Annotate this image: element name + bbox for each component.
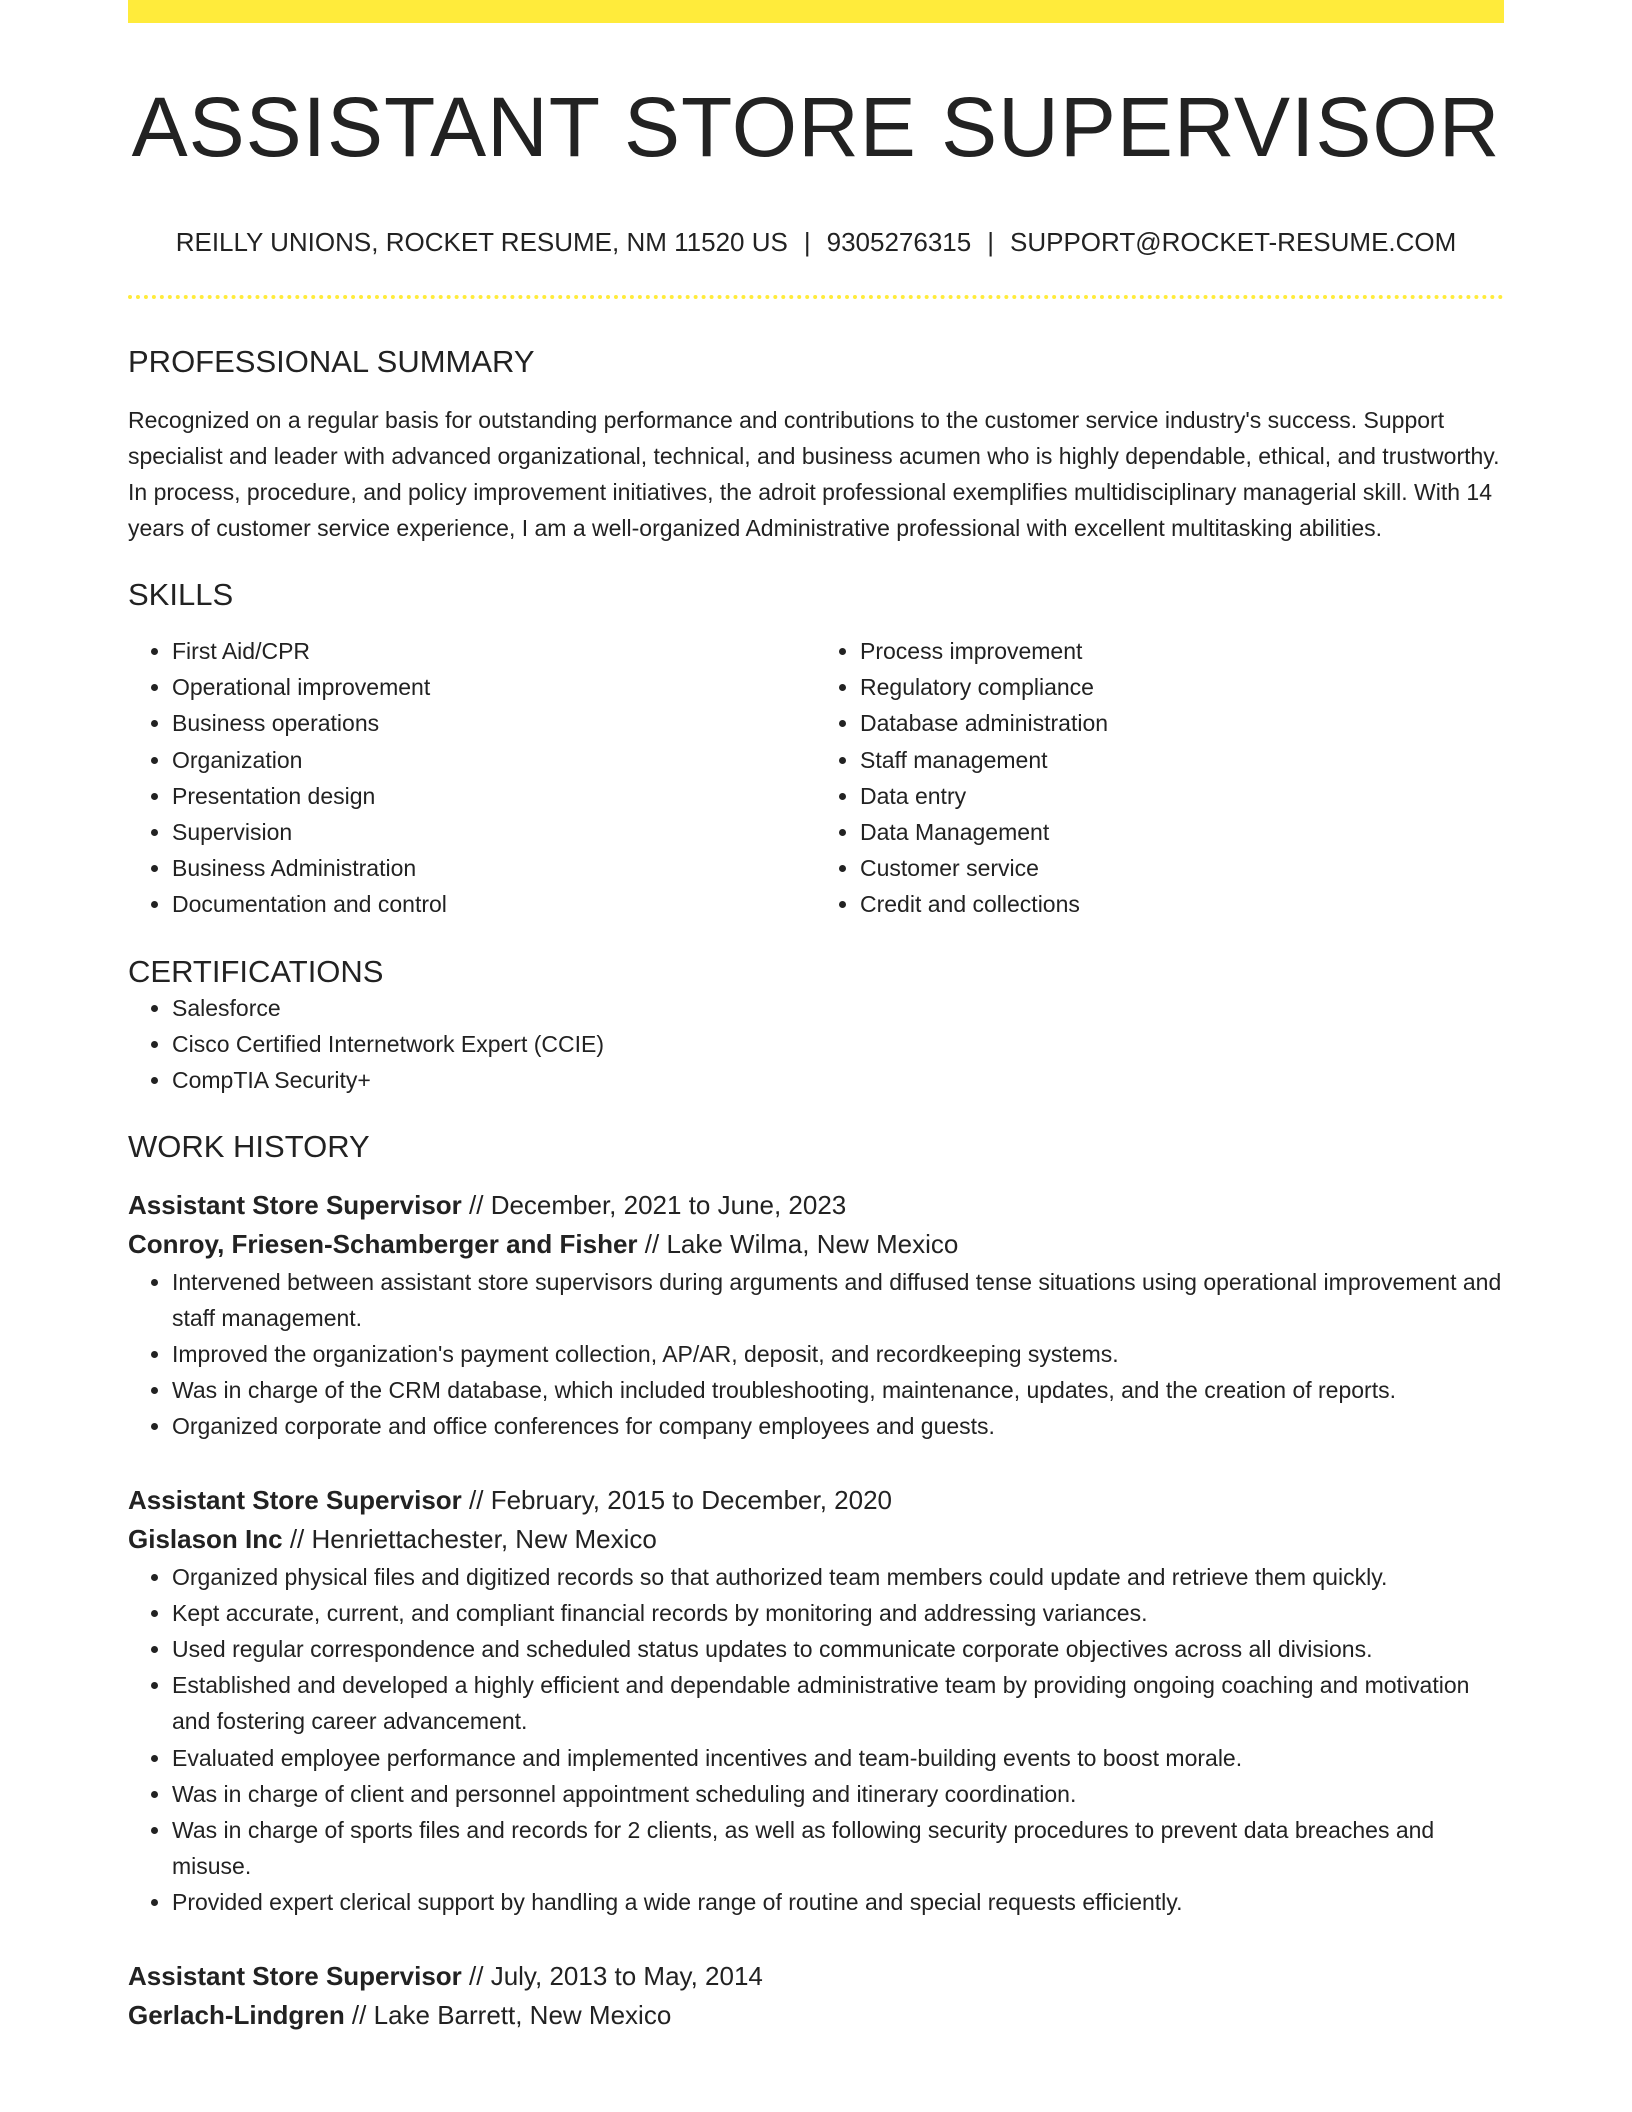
job-delimiter: // (461, 1484, 491, 1515)
skill-item: • Staff management (860, 742, 1504, 778)
job-company: Gislason Inc (128, 1523, 283, 1554)
job-location: Lake Barrett, New Mexico (373, 1999, 672, 2030)
job-delimiter: // (461, 1189, 491, 1220)
job-company-line (128, 1996, 1504, 2035)
skill-item: • Operational improvement (172, 669, 816, 705)
skill-item: • Data Management (860, 814, 1504, 850)
skill-item: • Supervision (172, 814, 816, 850)
job-duty: • Was in charge of sports files and records for 2 clients, as well as following security procedures to prevent data breaches and misuse. (172, 1812, 1504, 1884)
dotted-divider (128, 295, 1504, 299)
job-company: Conroy, Friesen-Schamberger and Fisher (128, 1228, 638, 1259)
skill-item: • Credit and collections (860, 886, 1504, 922)
certification-item: • CompTIA Security+ (172, 1062, 1504, 1098)
job-role: Assistant Store Supervisor (128, 1960, 462, 1991)
job-company-line (128, 1520, 1504, 1559)
job-title-line (128, 1957, 1504, 1996)
contact-phone: 9305276315 (826, 227, 972, 258)
skill-item: • Database administration (860, 705, 1504, 741)
job-duty: • Evaluated employee performance and implemented incentives and team-building events to boost morale. (172, 1740, 1504, 1776)
job-title-line (128, 1186, 1504, 1225)
skill-item: • Business operations (172, 705, 816, 741)
job-company: Gerlach-Lindgren (128, 1999, 345, 2030)
job-role: Assistant Store Supervisor (128, 1484, 462, 1515)
skill-item: • Business Administration (172, 850, 816, 886)
skills-list-left (128, 633, 816, 923)
resume-title: ASSISTANT STORE SUPERVISOR (131, 80, 1501, 174)
certification-item: • Cisco Certified Internetwork Expert (CCIE) (172, 1026, 1504, 1062)
job-delimiter: // (637, 1228, 667, 1259)
job-duty: • Kept accurate, current, and compliant financial records by monitoring and addressing variances. (172, 1595, 1504, 1631)
contact-line (128, 227, 1504, 258)
contact-address: REILLY UNIONS, ROCKET RESUME, NM 11520 US (175, 227, 788, 258)
skill-item: • Documentation and control (172, 886, 816, 922)
skills-list-right (816, 633, 1504, 923)
job-duty: • Was in charge of the CRM database, which included troubleshooting, maintenance, updates, and the creation of reports. (172, 1372, 1504, 1408)
skill-item: • Regulatory compliance (860, 669, 1504, 705)
skills-column-left (128, 633, 816, 923)
job-dates: July, 2013 to May, 2014 (490, 1960, 763, 1991)
job-duties (128, 1559, 1504, 1921)
certifications-list (128, 990, 1504, 1099)
job-entry (128, 1957, 1504, 2035)
accent-bar (128, 0, 1504, 23)
job-duty: • Improved the organization's payment collection, AP/AR, deposit, and recordkeeping systems. (172, 1336, 1504, 1372)
job-duty: • Provided expert clerical support by handling a wide range of routine and special requests efficiently. (172, 1884, 1504, 1920)
job-location: Lake Wilma, New Mexico (666, 1228, 959, 1259)
job-role: Assistant Store Supervisor (128, 1189, 462, 1220)
work-history-heading: WORK HISTORY (128, 1129, 370, 1165)
skill-item: • Presentation design (172, 778, 816, 814)
job-dates: December, 2021 to June, 2023 (490, 1189, 847, 1220)
contact-email: SUPPORT@ROCKET-RESUME.COM (1010, 227, 1457, 258)
skill-item: • Customer service (860, 850, 1504, 886)
job-company-line (128, 1225, 1504, 1264)
job-duty: • Established and developed a highly efficient and dependable administrative team by providing ongoing coaching and motivation and fostering career advancement. (172, 1667, 1504, 1739)
skills-columns (128, 633, 1504, 923)
skill-item: • Data entry (860, 778, 1504, 814)
job-delimiter: // (282, 1523, 312, 1554)
skill-item: • First Aid/CPR (172, 633, 816, 669)
job-dates: February, 2015 to December, 2020 (490, 1484, 892, 1515)
summary-text: Recognized on a regular basis for outstanding performance and contributions to the customer service industry's success. Support specialist and leader with advanced organizational, technical, and business acumen who is highly dependable, ethical, and trustworthy. In process, procedure, and policy improvement initiatives, the adroit professional exemplifies multidisciplinary managerial skill. With 14 years of customer service experience, I am a well-organized Administrative professional with excellent multitasking abilities. (128, 406, 1500, 541)
job-duty: • Organized corporate and office conferences for company employees and guests. (172, 1408, 1504, 1444)
job-title-line (128, 1481, 1504, 1520)
job-duties (128, 1264, 1504, 1445)
job-duty: • Organized physical files and digitized records so that authorized team members could update and retrieve them quickly. (172, 1559, 1504, 1595)
job-delimiter: // (461, 1960, 491, 1991)
job-entry (128, 1481, 1504, 1921)
certification-item: • Salesforce (172, 990, 1504, 1026)
certifications-heading: CERTIFICATIONS (128, 953, 384, 989)
job-location: Henriettachester, New Mexico (311, 1523, 657, 1554)
job-duty: • Intervened between assistant store supervisors during arguments and diffused tense situations using operational improvement and staff management. (172, 1264, 1504, 1336)
resume-page (128, 0, 1504, 2035)
job-entry (128, 1186, 1504, 1445)
job-duty: • Used regular correspondence and scheduled status updates to communicate corporate objectives across all divisions. (172, 1631, 1504, 1667)
contact-separator: | (987, 227, 994, 258)
contact-separator: | (803, 227, 811, 258)
job-duty: • Was in charge of client and personnel appointment scheduling and itinerary coordination. (172, 1776, 1504, 1812)
job-delimiter: // (344, 1999, 374, 2030)
skill-item: • Organization (172, 742, 816, 778)
skills-heading: SKILLS (128, 576, 234, 612)
skill-item: • Process improvement (860, 633, 1504, 669)
skills-column-right (816, 633, 1504, 923)
summary-heading: PROFESSIONAL SUMMARY (128, 343, 535, 379)
